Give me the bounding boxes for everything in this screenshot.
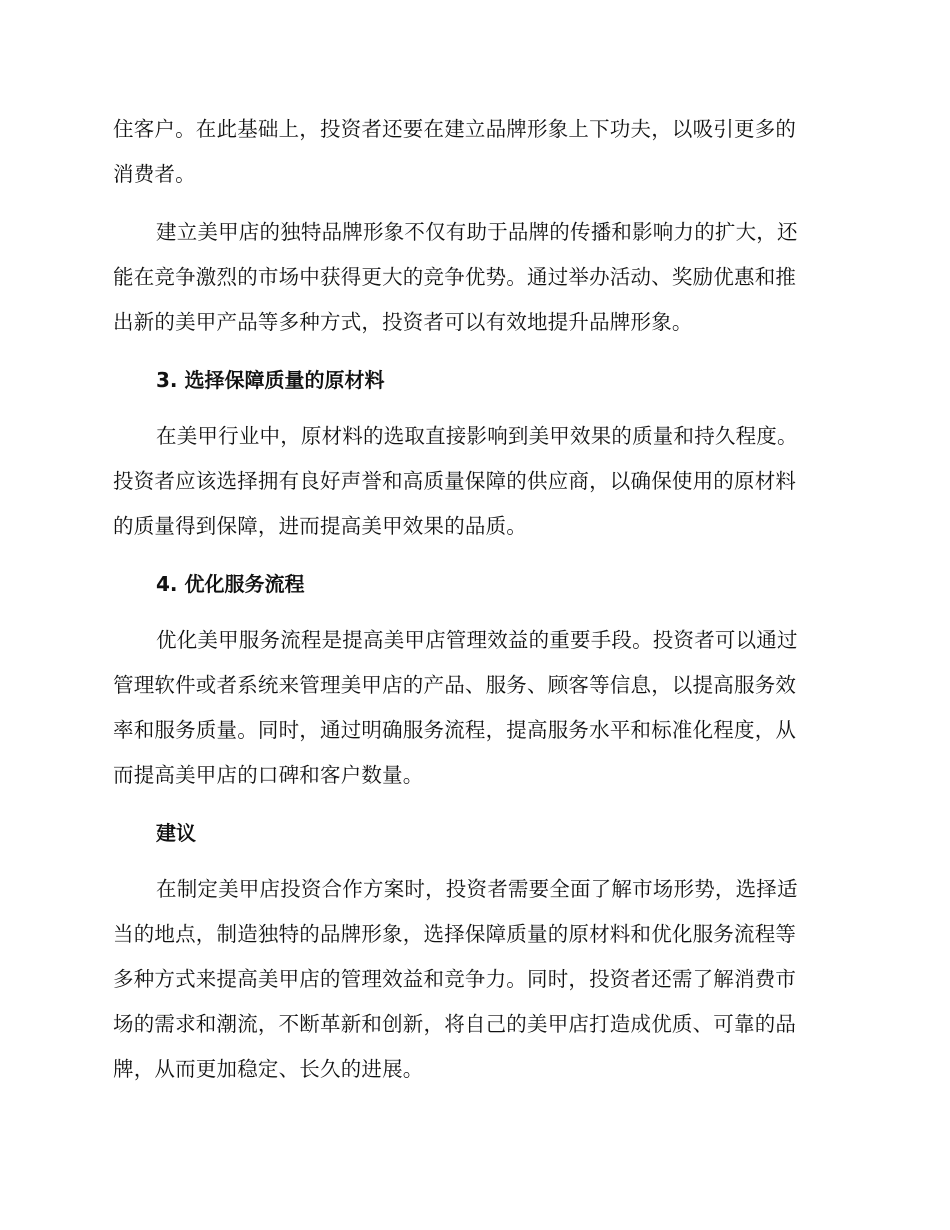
text-line: 管理软件或者系统来管理美甲店的产品、服务、顾客等信息，以提高服务效 (113, 673, 797, 697)
text-line: 投资者应该选择拥有良好声誉和高质量保障的供应商，以确保使用的原材料 (113, 469, 797, 493)
section-heading-4: 4. 优化服务流程 (156, 572, 305, 596)
text-line: 在美甲行业中，原材料的选取直接影响到美甲效果的质量和持久程度。 (156, 424, 798, 448)
text-line: 出新的美甲产品等多种方式，投资者可以有效地提升品牌形象。 (113, 310, 693, 334)
text-line: 建立美甲店的独特品牌形象不仅有助于品牌的传播和影响力的扩大，还 (156, 220, 798, 244)
text-line: 牌，从而更加稳定、长久的进展。 (113, 1057, 424, 1081)
text-line: 在制定美甲店投资合作方案时，投资者需要全面了解市场形势，选择适 (156, 877, 798, 901)
text-line: 的质量得到保障，进而提高美甲效果的品质。 (113, 514, 527, 538)
text-line: 多种方式来提高美甲店的管理效益和竞争力。同时，投资者还需了解消费市 (113, 967, 797, 991)
text-line: 优化美甲服务流程是提高美甲店管理效益的重要手段。投资者可以通过 (156, 628, 798, 652)
section-heading-3: 3. 选择保障质量的原材料 (156, 368, 385, 392)
text-line: 而提高美甲店的口碑和客户数量。 (113, 763, 424, 787)
text-line: 消费者。 (113, 162, 196, 186)
text-line: 能在竞争激烈的市场中获得更大的竞争优势。通过举办活动、奖励优惠和推 (113, 265, 797, 289)
text-line: 场的需求和潮流，不断革新和创新，将自己的美甲店打造成优质、可靠的品 (113, 1012, 797, 1036)
section-heading-suggestion: 建议 (156, 821, 196, 845)
text-line: 当的地点，制造独特的品牌形象，选择保障质量的原材料和优化服务流程等 (113, 922, 797, 946)
text-line: 住客户。在此基础上，投资者还要在建立品牌形象上下功夫，以吸引更多的 (113, 117, 797, 141)
text-line: 率和服务质量。同时，通过明确服务流程，提高服务水平和标准化程度，从 (113, 718, 797, 742)
